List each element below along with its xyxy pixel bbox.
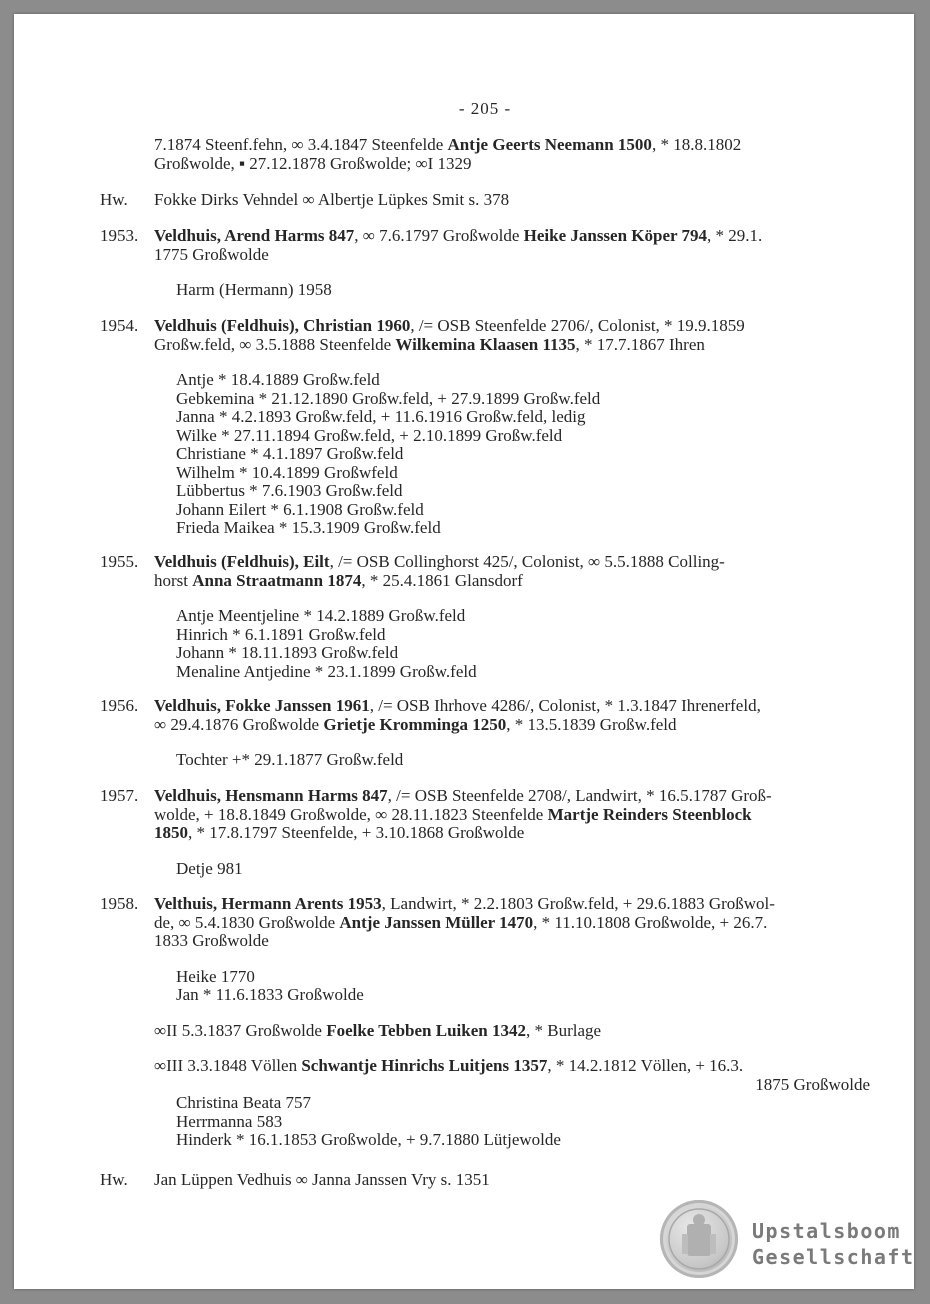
child: Hinrich * 6.1.1891 Großw.feld [176, 624, 386, 644]
text-line: 7.1874 Steenf.fehn, ∞ 3.4.1847 Steenfelde Antje Geerts Neemann 1500, * 18.8.1802 [154, 135, 742, 154]
text-line: Velthuis, Hermann Arents 1953, Landwirt, * 2.2.1803 Großw.feld, + 29.6.1883 Großwol- [154, 894, 775, 913]
text-line: Veldhuis, Fokke Janssen 1961, /= OSB Ihrhove 4286/, Colonist, * 1.3.1847 Ihrenerfeld, [154, 696, 761, 715]
upstalsboom-logo [660, 1200, 915, 1280]
child: Menaline Antjedine * 23.1.1899 Großw.feld [176, 661, 477, 681]
entry-1954 [100, 317, 870, 538]
entry-number: 1958. [100, 894, 139, 913]
child: Heike 1770 [176, 966, 255, 986]
child: Janna * 4.2.1893 Großw.feld, + 11.6.1916 Großw.feld, ledig [176, 407, 586, 426]
text-line: 1833 Großwolde [154, 931, 269, 950]
child: Christiane * 4.1.1897 Großw.feld [176, 444, 404, 463]
entry-1956 [100, 697, 870, 770]
entry-1958 [100, 895, 870, 1150]
child: Antje Meentjeline * 14.2.1889 Großw.feld [176, 606, 466, 625]
entry-1955 [100, 553, 870, 681]
entry-number: 1954. [100, 316, 139, 335]
child: Frieda Maikea * 15.3.1909 Großw.feld [176, 518, 441, 537]
entry-text: Fokke Dirks Vehndel ∞ Albertje Lüpkes Smit s. 378 [154, 190, 510, 209]
entry-number: 1957. [100, 786, 139, 805]
child: Johann * 18.11.1893 Großw.feld [176, 643, 399, 662]
text-line: Großwolde, ▪ 27.12.1878 Großwolde; ∞I 1329 [154, 153, 472, 173]
seal-icon [660, 1200, 738, 1278]
text-line: Veldhuis (Feldhuis), Eilt, /= OSB Collinghorst 425/, Colonist, ∞ 5.5.1888 Colling- [154, 552, 725, 571]
text-line: wolde, + 18.8.1849 Großwolde, ∞ 28.11.1823 Steenfelde Martje Reinders Steenblock [154, 804, 752, 824]
child: Johann Eilert * 6.1.1908 Großw.feld [176, 499, 424, 519]
text-line: ∞ 29.4.1876 Großwolde Grietje Kromminga 1250, * 13.5.1839 Großw.feld [154, 714, 677, 734]
text-line: 1875 Großwolde [755, 1074, 870, 1094]
children-list [176, 968, 870, 1005]
children-list [176, 607, 870, 681]
entry-text: Jan Lüppen Vedhuis ∞ Janna Janssen Vry s. 1351 [154, 1170, 490, 1189]
entry-label: Hw. [100, 190, 128, 209]
text-line: de, ∞ 5.4.1830 Großwolde Antje Janssen Müller 1470, * 11.10.1808 Großwolde, + 26.7. [154, 912, 768, 932]
child: Wilhelm * 10.4.1899 Großwfeld [176, 462, 398, 482]
child: Jan * 11.6.1833 Großwolde [176, 985, 364, 1004]
child: Antje * 18.4.1889 Großw.feld [176, 370, 380, 389]
document-page [14, 14, 914, 1289]
child: Detje 981 [176, 858, 243, 878]
child: Christina Beata 757 [176, 1093, 312, 1112]
marriage-2: ∞II 5.3.1837 Großwolde Foelke Tebben Luiken 1342, * Burlage [154, 1020, 602, 1040]
marriage-3 [154, 1057, 870, 1094]
entry-label: Hw. [100, 1170, 128, 1189]
text-line: Großw.feld, ∞ 3.5.1888 Steenfelde Wilkemina Klaasen 1135, * 17.7.1867 Ihren [154, 334, 705, 354]
child: Hinderk * 16.1.1853 Großwolde, + 9.7.1880 Lütjewolde [176, 1130, 561, 1149]
child: Tochter +* 29.1.1877 Großw.feld [176, 750, 404, 769]
text-line: horst Anna Straatmann 1874, * 25.4.1861 Glansdorf [154, 570, 523, 590]
entry-continuation [100, 136, 870, 173]
child: Lübbertus * 7.6.1903 Großw.feld [176, 481, 403, 500]
child: Harm (Hermann) 1958 [176, 280, 332, 299]
logo-text: Upstalsboom Gesellschaft [752, 1219, 915, 1269]
children-list [176, 860, 870, 879]
text-line: 1775 Großwolde [154, 244, 269, 264]
entry-number: 1956. [100, 696, 139, 715]
children-list [176, 371, 870, 538]
child: Wilke * 27.11.1894 Großw.feld, + 2.10.1899 Großw.feld [176, 425, 563, 445]
entry-1953 [100, 227, 870, 300]
text-line: Veldhuis, Hensmann Harms 847, /= OSB Steenfelde 2708/, Landwirt, * 16.5.1787 Groß- [154, 786, 772, 805]
text-line: 1850, * 17.8.1797 Steenfelde, + 3.10.1868 Großwolde [154, 823, 525, 842]
text-line: Veldhuis (Feldhuis), Christian 1960, /= OSB Steenfelde 2706/, Colonist, * 19.9.1859 [154, 316, 745, 335]
entry-hw-2 [100, 1171, 870, 1190]
entry-1957 [100, 787, 870, 878]
child: Herrmanna 583 [176, 1111, 283, 1131]
children-list [176, 751, 870, 770]
entry-hw-1 [100, 191, 870, 210]
children-list [176, 1094, 870, 1150]
entry-number: 1953. [100, 226, 139, 245]
page-number: - 205 - [458, 99, 512, 118]
text-line: Veldhuis, Arend Harms 847, ∞ 7.6.1797 Großwolde Heike Janssen Köper 794, * 29.1. [154, 226, 763, 245]
child: Gebkemina * 21.12.1890 Großw.feld, + 27.9.1899 Großw.feld [176, 388, 601, 408]
children-list [176, 281, 870, 300]
entry-number: 1955. [100, 552, 139, 571]
text-line: ∞III 3.3.1848 Völlen Schwantje Hinrichs Luitjens 1357, * 14.2.1812 Völlen, + 16.3. [154, 1056, 744, 1075]
